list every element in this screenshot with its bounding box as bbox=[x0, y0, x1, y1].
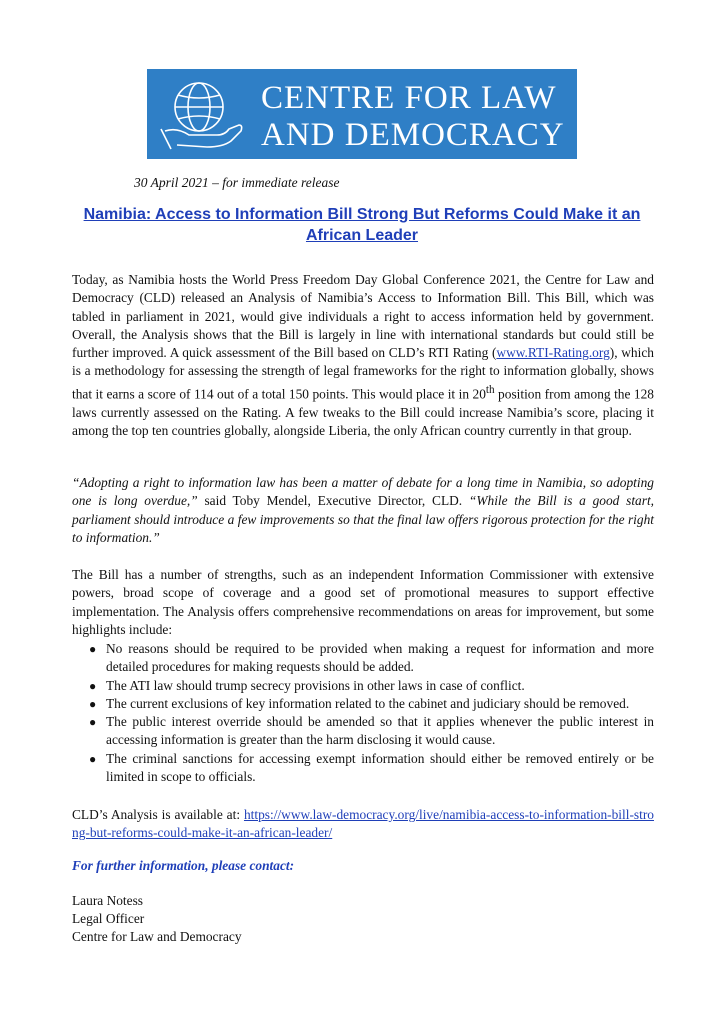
contact-role: Legal Officer bbox=[72, 911, 145, 926]
analysis-availability bbox=[72, 806, 654, 843]
intro-paragraph bbox=[72, 271, 654, 440]
analysis-link[interactable]: https://www.law-democracy.org/live/namibia-access-to-information-bill-strong-but-reforms-could-make-it-an-african-leader/ bbox=[72, 807, 654, 841]
bullet-icon: ● bbox=[89, 696, 97, 711]
intro-text-c: position from among the 128 laws currently assessed on the Rating. A few tweaks to the Bill could increase Namibia’s score, placing it among the top ten countries globally, alongside Liberia, the only African country currently in that group. bbox=[72, 386, 655, 438]
list-item bbox=[72, 640, 654, 677]
logo-title-line2: AND DEMOCRACY bbox=[261, 117, 565, 153]
globe-hand-icon bbox=[147, 69, 257, 159]
contact-name: Laura Notess bbox=[72, 893, 144, 908]
cld-logo bbox=[147, 69, 577, 159]
quote-paragraph bbox=[72, 474, 654, 547]
release-dateline: 30 April 2021 – for immediate release bbox=[134, 175, 340, 190]
bullet-icon: ● bbox=[89, 678, 97, 693]
intro-text-b: ), which is a methodology for assessing the strength of legal frameworks for the right to information globally, shows that it earns a score of 114 out of a total 150 points. This would place it in 20 bbox=[72, 345, 654, 402]
list-item-text: The ATI law should trump secrecy provisions in other laws in case of conflict. bbox=[106, 677, 525, 693]
logo-title-line1: CENTRE FOR LAW bbox=[261, 80, 557, 116]
list-item bbox=[72, 750, 654, 787]
contact-organization: Centre for Law and Democracy bbox=[72, 929, 242, 944]
quote-part-1: “Adopting a right to information law has been a matter of debate for a long time in Namibia, so adopting one is long overdue,” bbox=[72, 475, 654, 509]
intro-text-a: Today, as Namibia hosts the World Press Freedom Day Global Conference 2021, the Centre for Law and Democracy (CLD) released an Analysis of Namibia’s Access to Information Bill. This Bill, which was tabled in parliament in 2021, would give individuals a right to access information held by government. Overall, the Analysis shows that the Bill is largely in line with international standards but could still be further improved. A quick assessment of the Bill based on CLD’s RTI Rating ( bbox=[72, 272, 654, 361]
list-item bbox=[72, 677, 654, 695]
press-release-title[interactable]: Namibia: Access to Information Bill Strong But Reforms Could Make it an African Leader bbox=[83, 206, 641, 244]
contact-heading: For further information, please contact: bbox=[72, 858, 295, 873]
list-item-text: The criminal sanctions for accessing exempt information should either be removed entirely or be limited in scope to officials. bbox=[106, 750, 654, 785]
list-item-text: The public interest override should be amended so that it applies whenever the public interest in accessing information is greater than the harm disclosing it would cause. bbox=[106, 714, 654, 748]
availability-text: CLD’s Analysis is available at: bbox=[72, 807, 244, 822]
list-item-text: No reasons should be required to be provided when making a request for information and more detailed procedures for making requests should be added. bbox=[106, 641, 654, 675]
quote-part-2: “While the Bill is a good start, parliament should introduce a few improvements so that the final law offers rigorous protection for the right to information.” bbox=[72, 493, 655, 545]
bullet-icon: ● bbox=[89, 751, 97, 766]
bullet-icon: ● bbox=[89, 715, 97, 730]
rti-rating-link[interactable]: www.RTI-Rating.org bbox=[496, 345, 610, 361]
list-item bbox=[72, 713, 654, 750]
list-item-text: The current exclusions of key information related to the cabinet and judiciary should be removed. bbox=[106, 695, 630, 711]
list-item bbox=[72, 695, 654, 713]
strengths-paragraph: The Bill has a number of strengths, such as an independent Information Commissioner with extensive powers, broad scope of coverage and a good set of promotional measures to support effective implementation. The Analysis offers comprehensive recommendations on areas for improvement, but some highlights include: bbox=[72, 567, 654, 637]
bullet-icon: ● bbox=[89, 642, 97, 656]
quote-attribution: said Toby Mendel, Executive Director, CLD. bbox=[197, 493, 469, 509]
recommendations-list bbox=[72, 640, 654, 786]
ordinal-suffix: th bbox=[485, 383, 495, 396]
